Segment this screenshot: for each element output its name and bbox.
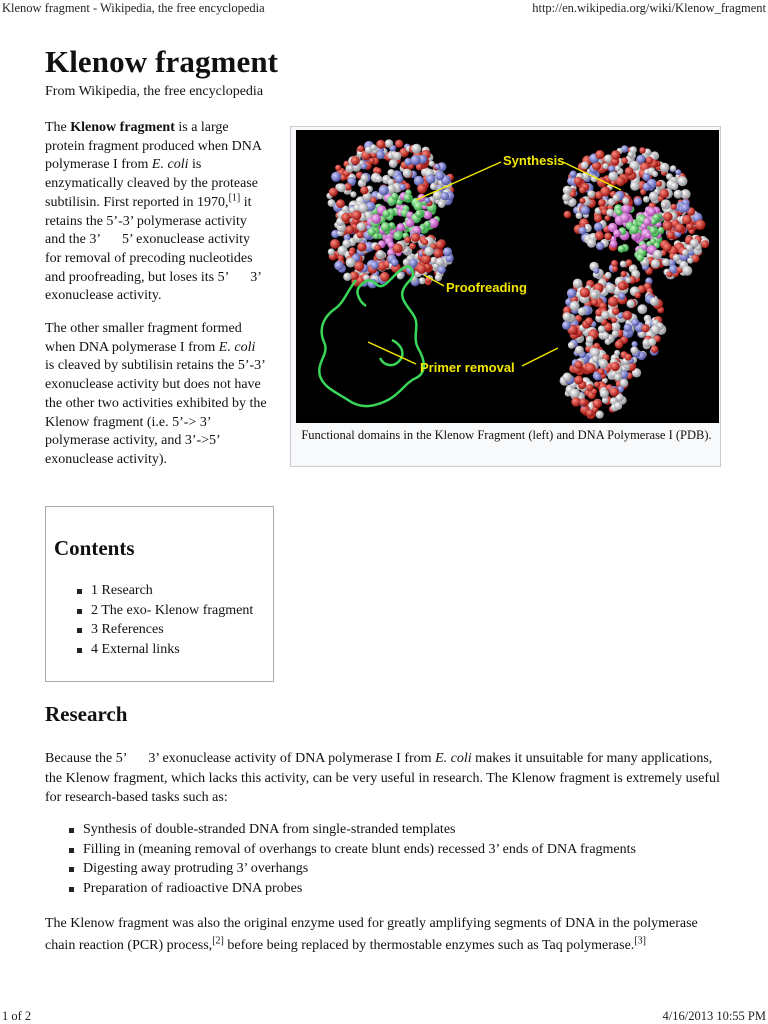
atom-sphere — [623, 311, 632, 320]
atom-sphere — [608, 296, 618, 306]
toc-item-references[interactable]: 3 References — [77, 620, 253, 640]
atom-sphere — [412, 144, 422, 154]
atom-sphere — [599, 359, 608, 368]
atom-sphere — [614, 374, 621, 381]
atom-sphere — [334, 261, 344, 271]
atom-sphere — [579, 186, 586, 193]
atom-sphere — [563, 312, 572, 321]
lead-ecoli: E. coli — [151, 157, 189, 173]
atom-sphere — [670, 165, 676, 171]
atom-sphere — [435, 274, 442, 281]
atom-sphere — [649, 191, 659, 201]
atom-sphere — [404, 194, 412, 202]
atom-sphere — [417, 184, 427, 194]
atom-sphere — [608, 165, 615, 172]
atom-sphere — [643, 183, 651, 191]
atom-sphere — [410, 155, 420, 165]
atom-sphere — [612, 266, 618, 272]
atom-sphere — [580, 287, 590, 297]
atom-sphere — [424, 247, 433, 256]
atom-sphere — [419, 277, 426, 284]
atom-sphere — [336, 199, 345, 208]
atom-sphere — [634, 198, 642, 206]
atom-sphere — [656, 181, 662, 187]
second-ecoli: E. coli — [218, 339, 256, 355]
atom-sphere — [570, 171, 577, 178]
atom-sphere — [594, 382, 600, 388]
atom-sphere — [341, 213, 350, 222]
atom-sphere — [580, 206, 589, 215]
atom-sphere — [641, 244, 648, 251]
atom-sphere — [578, 307, 586, 315]
atom-sphere — [652, 171, 658, 177]
research-text: before being replaced by thermostable enzymes such as Taq polymerase. — [223, 938, 635, 953]
toc-item-research[interactable]: 1 Research — [77, 581, 253, 601]
atom-sphere — [610, 362, 619, 371]
atom-sphere — [580, 398, 588, 406]
atom-sphere — [424, 197, 430, 203]
atom-sphere — [613, 229, 621, 237]
atom-sphere — [671, 204, 677, 210]
atom-sphere — [590, 291, 598, 299]
atom-sphere — [357, 242, 366, 251]
atom-sphere — [389, 159, 398, 168]
atom-sphere — [426, 174, 436, 184]
atom-sphere — [631, 234, 637, 240]
atom-sphere — [682, 249, 689, 256]
citation-1[interactable]: [1] — [228, 192, 241, 204]
lead-paragraph — [45, 119, 267, 306]
atom-sphere — [701, 240, 709, 248]
atom-sphere — [403, 169, 412, 178]
atom-sphere — [329, 188, 338, 197]
toc-list — [77, 581, 253, 659]
second-paragraph — [45, 320, 267, 470]
atom-sphere — [622, 205, 631, 214]
atom-sphere — [587, 190, 595, 198]
atom-sphere — [630, 181, 640, 191]
lead-text: is enzymatically cleaved by the protease subtilisin. First reported in 1970, — [45, 157, 259, 210]
protein-structure-graphic — [296, 130, 719, 423]
atom-sphere — [436, 257, 445, 266]
atom-sphere — [651, 325, 661, 335]
atom-sphere — [581, 161, 589, 169]
atom-sphere — [643, 218, 651, 226]
atom-sphere — [612, 330, 619, 337]
atom-sphere — [380, 272, 390, 282]
print-footer-datetime: 4/16/2013 10:55 PM — [662, 1009, 766, 1023]
atom-sphere — [682, 215, 692, 225]
atom-sphere — [611, 150, 621, 160]
atom-sphere — [330, 239, 340, 249]
atom-sphere — [585, 363, 595, 373]
atom-sphere — [605, 338, 612, 345]
atom-sphere — [623, 331, 629, 337]
research-task-list — [69, 820, 636, 898]
atom-sphere — [621, 157, 628, 164]
atom-sphere — [351, 156, 360, 165]
atom-sphere — [343, 273, 351, 281]
atom-sphere — [391, 193, 398, 200]
atom-sphere — [618, 245, 625, 252]
atom-sphere — [606, 283, 616, 293]
atom-sphere — [391, 259, 399, 267]
atom-sphere — [601, 311, 609, 319]
print-footer-page-count: 1 of 2 — [2, 1009, 32, 1023]
atom-sphere — [393, 152, 402, 161]
atom-sphere — [377, 250, 385, 258]
atom-sphere — [625, 354, 632, 361]
atom-sphere — [593, 399, 602, 408]
atom-sphere — [630, 346, 638, 354]
atom-sphere — [605, 272, 612, 279]
atom-sphere — [625, 277, 631, 283]
atom-sphere — [417, 264, 427, 274]
atom-sphere — [441, 192, 449, 200]
table-of-contents — [45, 506, 274, 682]
atom-sphere — [385, 139, 394, 148]
atom-sphere — [628, 151, 634, 157]
atom-sphere — [618, 293, 625, 300]
atom-sphere — [403, 259, 410, 266]
atom-sphere — [598, 199, 606, 207]
print-header-title: Klenow fragment - Wikipedia, the free encyclopedia — [2, 1, 265, 15]
atom-sphere — [397, 223, 405, 231]
atom-sphere — [671, 182, 679, 190]
atom-sphere — [381, 222, 391, 232]
atom-sphere — [342, 239, 351, 248]
atom-sphere — [337, 183, 346, 192]
atom-sphere — [651, 345, 659, 353]
atom-sphere — [570, 191, 576, 197]
atom-sphere — [564, 211, 572, 219]
atom-sphere — [328, 248, 335, 255]
atom-sphere — [681, 204, 690, 213]
atom-sphere — [651, 259, 660, 268]
atom-sphere — [682, 266, 692, 276]
atom-sphere — [687, 258, 693, 264]
synthesis-label: Synthesis — [503, 153, 565, 168]
atom-sphere — [585, 317, 593, 325]
atom-sphere — [357, 232, 364, 239]
atom-sphere — [615, 340, 623, 348]
lead-text: The — [45, 120, 71, 135]
atom-sphere — [579, 198, 585, 204]
atom-sphere — [602, 332, 609, 339]
atom-sphere — [666, 271, 672, 277]
atom-sphere — [361, 163, 368, 170]
atom-sphere — [368, 228, 376, 236]
atom-sphere — [395, 140, 403, 148]
atom-sphere — [568, 342, 575, 349]
atom-sphere — [575, 361, 583, 369]
second-text: The other smaller fragment formed when DNA polymerase I from — [45, 321, 242, 355]
atom-sphere — [593, 268, 599, 274]
atom-sphere — [434, 249, 443, 258]
atom-sphere — [429, 161, 435, 167]
atom-sphere — [667, 231, 675, 239]
research-text: Because the 5’ 3’ exonuclease activity of DNA polymerase I from — [45, 751, 436, 766]
atom-sphere — [347, 165, 353, 171]
atom-sphere — [409, 243, 416, 250]
figure-thumbnail — [290, 126, 721, 467]
proofreading-label: Proofreading — [446, 280, 527, 295]
atom-sphere — [646, 157, 654, 165]
atom-sphere — [576, 212, 583, 219]
second-text: is cleaved by subtilisin retains the 5’-3’ exonuclease activity but does not have the other two activities exhibited by the Klenow fragment (i.e. 5’-> 3’ polymerase activity, and 3’->5’ exonuclease activity). — [45, 358, 267, 467]
atom-sphere — [690, 239, 699, 248]
atom-sphere — [618, 281, 627, 290]
atom-sphere — [663, 212, 672, 221]
atom-sphere — [369, 158, 375, 164]
print-header-url[interactable]: http://en.wikipedia.org/wiki/Klenow_fragment — [532, 1, 766, 15]
toc-heading: Contents — [54, 536, 135, 560]
atom-sphere — [393, 231, 402, 240]
atom-sphere — [379, 185, 389, 195]
atom-sphere — [376, 140, 385, 149]
atom-sphere — [579, 227, 587, 235]
atom-sphere — [595, 150, 604, 159]
list-item: Synthesis of double-stranded DNA from single-stranded templates — [69, 820, 636, 840]
atom-sphere — [434, 164, 440, 170]
atom-sphere — [643, 173, 651, 181]
atom-sphere — [335, 165, 341, 171]
atom-sphere — [438, 200, 446, 208]
atom-sphere — [648, 338, 656, 346]
atom-sphere — [663, 243, 672, 252]
atom-sphere — [399, 184, 406, 191]
atom-sphere — [371, 261, 379, 269]
atom-sphere — [632, 341, 638, 347]
atom-sphere — [573, 279, 583, 289]
atom-sphere — [662, 258, 670, 266]
atom-sphere — [677, 176, 687, 186]
atom-sphere — [650, 297, 659, 306]
research-paragraph-1 — [45, 749, 725, 808]
atom-sphere — [653, 250, 662, 259]
citation-3[interactable]: [3] — [634, 935, 646, 947]
toc-item-exo-klenow[interactable]: 2 The exo- Klenow fragment — [77, 601, 253, 621]
atom-sphere — [422, 239, 428, 245]
atom-sphere — [626, 259, 633, 266]
atom-sphere — [415, 210, 423, 218]
lead-section — [45, 119, 267, 484]
atom-sphere — [586, 384, 593, 391]
atom-sphere — [436, 240, 445, 249]
primer-removal-label: Primer removal — [420, 360, 515, 375]
atom-sphere — [563, 373, 572, 382]
atom-sphere — [639, 147, 645, 153]
atom-sphere — [354, 261, 364, 271]
atom-sphere — [562, 193, 570, 201]
atom-sphere — [570, 301, 580, 311]
atom-sphere — [675, 169, 681, 175]
atom-sphere — [591, 299, 598, 306]
atom-sphere — [695, 220, 705, 230]
atom-sphere — [592, 355, 599, 362]
atom-sphere — [636, 254, 644, 262]
atom-sphere — [620, 261, 627, 268]
atom-sphere — [663, 221, 673, 231]
atom-sphere — [620, 379, 628, 387]
atom-sphere — [360, 186, 368, 194]
atom-sphere — [571, 397, 581, 407]
atom-sphere — [610, 240, 618, 248]
atom-sphere — [357, 145, 364, 152]
list-item: Digesting away protruding 3’ overhangs — [69, 859, 636, 879]
research-text: makes it unsuitable for many applications, the Klenow fragment, which lacks this activity, can be very useful in research. The Klenow fragment is extremely useful for research-based tasks such as: — [45, 751, 720, 805]
atom-sphere — [395, 175, 404, 184]
atom-sphere — [424, 221, 431, 228]
atom-sphere — [674, 190, 683, 199]
atom-sphere — [675, 223, 684, 232]
research-paragraph-2 — [45, 913, 725, 957]
atom-sphere — [388, 169, 395, 176]
atom-sphere — [594, 373, 601, 380]
atom-sphere — [574, 177, 583, 186]
atom-sphere — [608, 198, 616, 206]
protein-structure-image[interactable] — [296, 130, 719, 423]
atom-sphere — [645, 232, 651, 238]
atom-sphere — [438, 266, 446, 274]
atom-sphere — [596, 242, 604, 250]
atom-sphere — [661, 202, 667, 208]
atom-sphere — [574, 376, 583, 385]
atom-sphere — [622, 197, 629, 204]
atom-sphere — [350, 191, 356, 197]
lead-text: is a large protein fragment produced when DNA polymerase I from — [45, 120, 262, 173]
atom-sphere — [615, 165, 621, 171]
atom-sphere — [352, 210, 362, 220]
atom-sphere — [600, 186, 610, 196]
atom-sphere — [567, 288, 577, 298]
atom-sphere — [587, 238, 596, 247]
research-text: The Klenow fragment was also the original enzyme used for greatly amplifying segments of DNA in the polymerase chain reaction (PCR) process, — [45, 916, 698, 953]
atom-sphere — [635, 292, 641, 298]
atom-sphere — [630, 225, 639, 234]
atom-sphere — [575, 346, 584, 355]
atom-sphere — [586, 410, 593, 417]
page-title: Klenow fragment — [45, 44, 279, 79]
atom-sphere — [594, 222, 603, 231]
atom-sphere — [393, 243, 403, 253]
atom-sphere — [624, 323, 632, 331]
atom-sphere — [443, 247, 452, 256]
atom-sphere — [595, 231, 604, 240]
atom-sphere — [641, 324, 649, 332]
atom-sphere — [611, 260, 618, 267]
atom-sphere — [331, 172, 341, 182]
list-item: Filling in (meaning removal of overhangs to create blunt ends) recessed 3’ ends of DNA fragments — [69, 840, 636, 860]
atom-sphere — [637, 304, 647, 314]
atom-sphere — [371, 214, 381, 224]
figure-caption: Functional domains in the Klenow Fragment (left) and DNA Polymerase I (PDB). — [301, 428, 712, 442]
atom-sphere — [430, 183, 437, 190]
atom-sphere — [631, 318, 639, 326]
atom-sphere — [598, 325, 606, 333]
atom-sphere — [435, 171, 444, 180]
atom-sphere — [612, 307, 620, 315]
lead-bold-term: Klenow fragment — [70, 120, 175, 135]
atom-sphere — [346, 258, 356, 268]
page-subtitle: From Wikipedia, the free encyclopedia — [45, 84, 264, 99]
list-item: Preparation of radioactive DNA probes — [69, 879, 636, 899]
citation-2[interactable]: [2] — [212, 935, 224, 947]
atom-sphere — [616, 209, 622, 215]
atom-sphere — [405, 219, 414, 228]
atom-sphere — [345, 225, 354, 234]
atom-sphere — [361, 174, 369, 182]
atom-sphere — [602, 163, 608, 169]
atom-sphere — [594, 214, 602, 222]
atom-sphere — [625, 167, 634, 176]
research-ecoli: E. coli — [435, 751, 472, 766]
atom-sphere — [621, 271, 627, 277]
atom-sphere — [614, 402, 622, 410]
toc-item-external-links[interactable]: 4 External links — [77, 640, 253, 660]
research-heading: Research — [45, 702, 128, 726]
atom-sphere — [673, 254, 680, 261]
lead-text: it retains the 5’-3’ polymerase activity and the 3’ 5’ exonuclease activity for removal of precoding nucleotides and proofreading, but loses its 5’ 3’ exonuclease activity. — [45, 194, 261, 304]
atom-sphere — [608, 171, 618, 181]
atom-sphere — [643, 196, 650, 203]
atom-sphere — [375, 175, 382, 182]
atom-sphere — [411, 233, 420, 242]
atom-sphere — [370, 144, 376, 150]
atom-sphere — [382, 210, 390, 218]
atom-sphere — [659, 189, 669, 199]
atom-sphere — [610, 387, 619, 396]
atom-sphere — [376, 168, 382, 174]
atom-sphere — [604, 215, 610, 221]
atom-sphere — [586, 336, 594, 344]
atom-sphere — [627, 300, 635, 308]
atom-sphere — [660, 163, 670, 173]
